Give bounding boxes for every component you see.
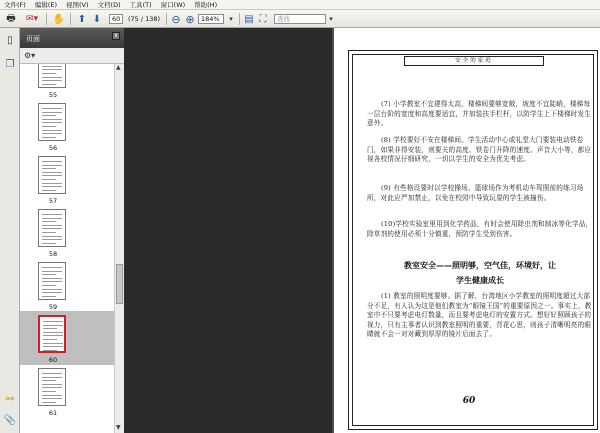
bookmarks-icon[interactable]: ❐: [5, 58, 15, 70]
thumbnail-text-line: [42, 112, 62, 113]
thumbnail-text-line: [42, 122, 62, 123]
thumbnail-text-line: [42, 296, 56, 297]
thumbnail-text-line: [42, 168, 56, 169]
print-icon[interactable]: 🖶: [6, 12, 16, 24]
thumbnail-text-line: [42, 115, 56, 116]
adjacent-page: [124, 28, 332, 433]
thumbnail-text-line: [42, 218, 62, 219]
thumbnail-text-line: [42, 137, 56, 138]
thumbnail-text-line: [43, 328, 57, 329]
thumbnail-text-line: [42, 398, 62, 399]
thumbnail-text-line: [42, 130, 62, 131]
menu-file[interactable]: 文件(F): [4, 1, 26, 9]
thumbnail-text-line: [43, 335, 63, 336]
menu-view[interactable]: 视图(V): [66, 1, 89, 9]
thumbnail-label: 61: [48, 409, 58, 417]
thumbnail-text-line: [42, 228, 62, 229]
navigation-strip: [0, 28, 20, 433]
menu-edit[interactable]: 编辑(E): [34, 1, 57, 9]
page-thumbnail[interactable]: [38, 64, 66, 88]
toolbar: [0, 10, 600, 28]
thumbnail-text-line: [42, 285, 56, 286]
scroll-thumb[interactable]: [116, 264, 123, 304]
thumbnail-text-line: [42, 377, 62, 378]
thumbnail-text-line: [42, 66, 62, 67]
thumbnail-text-line: [43, 332, 63, 333]
panel-options-bar: [20, 48, 124, 64]
paragraph-7: (7) 小学教室不宜建得太高，楼梯间要够宽敞，坡度不宜陡峭，楼梯每一层台阶的宽度和高度要适宜，并加装扶手栏杆，以防学生上下楼梯时发生意外。: [367, 100, 592, 127]
menu-help[interactable]: 帮助(H): [194, 1, 218, 9]
page-thumbnail[interactable]: [38, 262, 66, 300]
thumbnail-text-line: [42, 239, 62, 240]
thumbnail-text-line: [42, 126, 56, 127]
scroll-down-icon[interactable]: ▼: [116, 424, 121, 431]
thumbnail-text-line: [42, 243, 56, 244]
thumbnail-text-line: [42, 236, 62, 237]
page-thumbnail[interactable]: [38, 209, 66, 247]
thumbnail-text-line: [43, 350, 57, 351]
section-heading-line1: 教室安全——照明够，空气佳，环境好，让: [404, 261, 556, 270]
thumbnail-text-line: [42, 402, 56, 403]
hand-tool-icon[interactable]: ✋: [52, 13, 66, 25]
thumbnail-text-line: [42, 165, 62, 166]
thumbnail-text-line: [42, 395, 62, 396]
menu-window[interactable]: 窗口(W): [160, 1, 186, 9]
menu-tools[interactable]: 工具(T): [129, 1, 152, 9]
thumbnail-label: 58: [48, 250, 58, 258]
thumbnail-list: [20, 64, 114, 433]
thumbnail-text-line: [42, 183, 62, 184]
zoom-out-icon[interactable]: ⊖: [171, 12, 181, 26]
thumbnail-text-line: [42, 133, 62, 134]
thumbnail-text-line: [42, 232, 56, 233]
thumbnail-text-line: [42, 172, 62, 173]
thumbnail-text-line: [42, 373, 62, 374]
thumbnail-text-line: [42, 84, 56, 85]
thumbnail-text-line: [42, 267, 62, 268]
thumbnail-text-line: [43, 321, 63, 322]
thumbnail-text-line: [42, 186, 62, 187]
page-thumbnail[interactable]: [38, 103, 66, 141]
menu-document[interactable]: 文档(D): [97, 1, 121, 9]
page-number-input[interactable]: 60: [109, 14, 123, 24]
attachments-icon[interactable]: ⚯: [5, 393, 15, 405]
panel-header: [20, 28, 124, 48]
thumbnail-text-line: [42, 281, 62, 282]
thumbnail-label: 60: [48, 356, 58, 364]
paragraph-8: (8) 学校要好不安在楼梯间。学生活动中心或礼堂大门要装电动铁卷门，如果非得安装，则要关的高度、铁卷门升降的速度、声音大小等，都应视各校情况仔细研究，一切以学生的安全为优先考虑。: [367, 136, 592, 163]
thumbnail-text-line: [42, 289, 62, 290]
thumbnail-text-line: [42, 380, 56, 381]
thumbnail-text-line: [42, 175, 62, 176]
search-input[interactable]: 查找: [274, 14, 326, 24]
section-heading-line2: 学生健康成长: [456, 276, 504, 285]
thumbnail-text-line: [42, 225, 62, 226]
zoom-input[interactable]: 184%: [198, 14, 224, 24]
fit-page-icon[interactable]: ▤: [244, 13, 254, 25]
pages-panel-icon[interactable]: ▯: [7, 34, 13, 46]
page-thumbnail[interactable]: [38, 156, 66, 194]
scroll-up-icon[interactable]: ▲: [116, 64, 121, 71]
thumbnail-text-line: [42, 278, 62, 279]
thumbnail-text-line: [42, 108, 62, 109]
thumbnail-label: 59: [48, 303, 58, 311]
thumbnail-text-line: [42, 69, 62, 70]
thumbnail-label: 56: [48, 144, 58, 152]
options-icon[interactable]: ⚙▾: [24, 51, 36, 60]
menu-bar: [0, 0, 600, 10]
page-thumbnail[interactable]: [38, 368, 66, 406]
thumbnail-text-line: [42, 179, 56, 180]
zoom-dropdown-icon[interactable]: ▾: [229, 15, 233, 23]
thumbnail-label: 57: [48, 197, 58, 205]
thumbnail-text-line: [43, 346, 63, 347]
previous-page-icon[interactable]: ⬆: [77, 13, 87, 25]
thumbnail-text-line: [42, 221, 56, 222]
thumbnail-text-line: [42, 161, 62, 162]
thumbnail-text-line: [42, 77, 62, 78]
email-icon[interactable]: ✉▾: [25, 14, 39, 24]
pages-panel: [20, 28, 124, 433]
paragraph-10: (10)学校实验室里用到化学药品，有时会使用除虫剂和制冰等化学品，除草剂的使用必须十分慎重，预防学生受到伤害。: [367, 220, 593, 238]
paperclip-icon[interactable]: 📎: [3, 414, 17, 426]
panel-close-button[interactable]: x: [112, 32, 120, 40]
thumbnail-text-line: [42, 391, 56, 392]
thumbnail-text-line: [42, 384, 62, 385]
thumbnail-text-line: [42, 190, 56, 191]
thumbnail-text-line: [43, 325, 63, 326]
page-count-label: (75 / 138): [127, 15, 161, 23]
page-thumbnail[interactable]: [38, 315, 66, 353]
thumbnail-text-line: [42, 387, 62, 388]
fit-width-icon[interactable]: ⛶: [259, 13, 267, 25]
zoom-in-icon[interactable]: ⊕: [185, 12, 195, 26]
thumbnail-text-line: [42, 271, 62, 272]
thumbnail-text-line: [42, 80, 62, 81]
thumbnail-text-line: [43, 343, 63, 344]
paragraph-classroom-lighting: (1) 教室的照明度要够。据了解，台湾地区小学教室的照明度超过大部分不足，有人认为这是他们教室为“眼镜王国”的重要原因之一。事实上，教室中不只要考虑电灯数量，而且要考虑电灯的安置方式。想好好照顾孩子的视力，只有主事者认识到教室照明的重要，背花心思，则孩子清晰明亮的眼睛就不会一对对藏到厚厚的镜片后面去了。: [367, 292, 592, 338]
thumbnail-text-line: [42, 274, 56, 275]
thumbnail-scrollbar[interactable]: [114, 64, 124, 433]
thumbnail-text-line: [42, 214, 62, 215]
thumbnail-text-line: [43, 339, 57, 340]
thumbnail-label: 55: [48, 91, 58, 99]
document-page: [334, 28, 600, 433]
search-dropdown-icon[interactable]: ▾: [329, 15, 333, 23]
running-header: 安全的家庭: [404, 56, 544, 66]
page-number: 60: [462, 396, 476, 406]
panel-title: 页面: [26, 35, 40, 43]
thumbnail-text-line: [42, 292, 62, 293]
next-page-icon[interactable]: ⬇: [92, 13, 102, 25]
paragraph-9: (9) 有些格设要时以学校操场、篮球场作为考机动车驾照前的练习场所，对此应严加禁止，以免在校园中导致玩耍的学生被撞伤。: [367, 184, 584, 202]
thumbnail-text-line: [42, 119, 62, 120]
thumbnail-text-line: [42, 73, 56, 74]
